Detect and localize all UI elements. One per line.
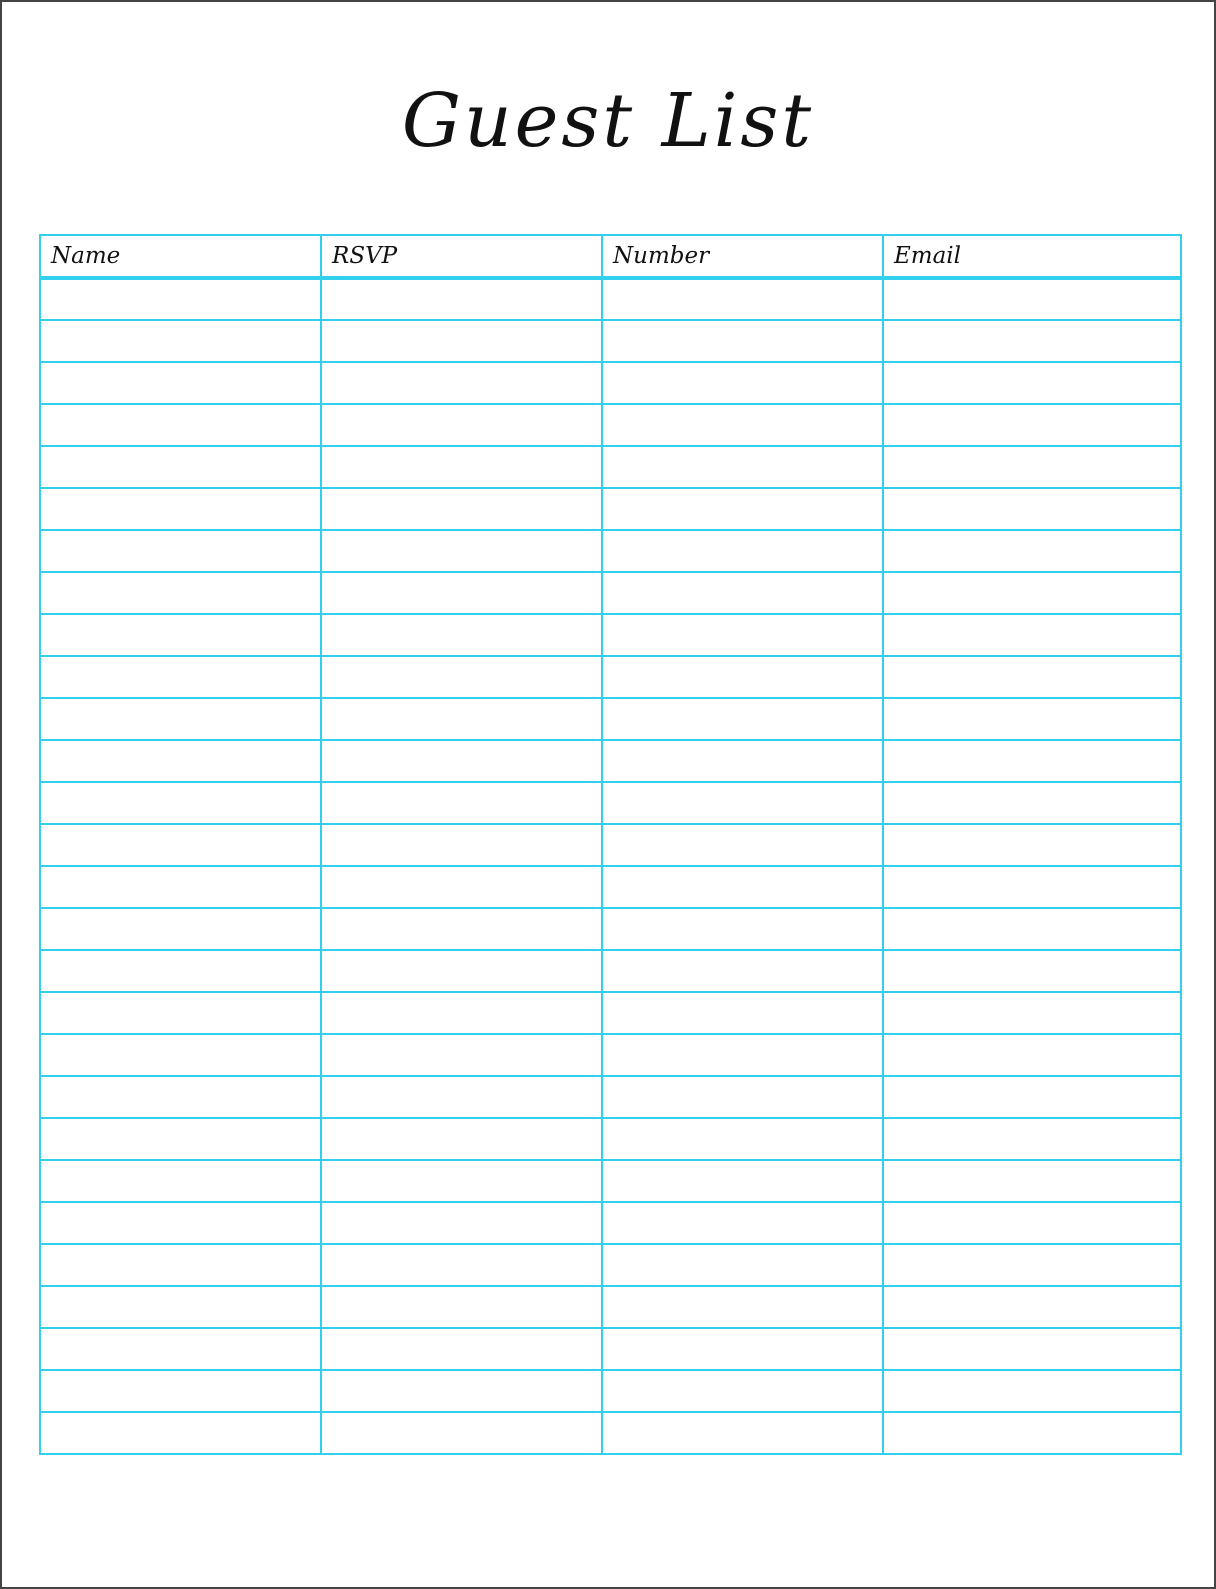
cell-rsvp [321, 320, 602, 362]
cell-name [40, 950, 321, 992]
cell-name [40, 992, 321, 1034]
cell-number [602, 614, 883, 656]
table-row [40, 362, 1181, 404]
cell-number [602, 1244, 883, 1286]
guest-rows [40, 278, 1181, 1454]
table-row [40, 1370, 1181, 1412]
cell-email [883, 1118, 1181, 1160]
cell-email [883, 1286, 1181, 1328]
table-row [40, 698, 1181, 740]
table-row [40, 866, 1181, 908]
cell-number [602, 1034, 883, 1076]
table-row [40, 1286, 1181, 1328]
cell-email [883, 1160, 1181, 1202]
cell-email [883, 362, 1181, 404]
cell-number [602, 488, 883, 530]
cell-email [883, 530, 1181, 572]
cell-email [883, 1412, 1181, 1454]
cell-number [602, 1202, 883, 1244]
cell-rsvp [321, 740, 602, 782]
cell-email [883, 698, 1181, 740]
cell-name [40, 698, 321, 740]
table-row [40, 404, 1181, 446]
cell-name [40, 446, 321, 488]
cell-rsvp [321, 656, 602, 698]
cell-email [883, 908, 1181, 950]
table-row [40, 1076, 1181, 1118]
cell-name [40, 530, 321, 572]
cell-email [883, 1328, 1181, 1370]
cell-rsvp [321, 1328, 602, 1370]
cell-rsvp [321, 1244, 602, 1286]
cell-email [883, 614, 1181, 656]
table-row [40, 656, 1181, 698]
table-row [40, 530, 1181, 572]
cell-rsvp [321, 1370, 602, 1412]
cell-rsvp [321, 950, 602, 992]
cell-number [602, 656, 883, 698]
cell-email [883, 1076, 1181, 1118]
cell-email [883, 824, 1181, 866]
cell-email [883, 278, 1181, 320]
cell-name [40, 1370, 321, 1412]
cell-rsvp [321, 1034, 602, 1076]
table-row [40, 320, 1181, 362]
cell-rsvp [321, 530, 602, 572]
cell-number [602, 1286, 883, 1328]
cell-number [602, 992, 883, 1034]
table-row [40, 1118, 1181, 1160]
cell-number [602, 950, 883, 992]
guest-table [39, 234, 1182, 1455]
cell-name [40, 614, 321, 656]
column-header-email: Email [883, 235, 1181, 278]
cell-email [883, 1034, 1181, 1076]
cell-name [40, 1160, 321, 1202]
cell-number [602, 866, 883, 908]
table-row [40, 1202, 1181, 1244]
table-row [40, 908, 1181, 950]
cell-name [40, 908, 321, 950]
cell-rsvp [321, 1076, 602, 1118]
table-row [40, 782, 1181, 824]
cell-email [883, 656, 1181, 698]
cell-name [40, 782, 321, 824]
cell-name [40, 656, 321, 698]
cell-email [883, 950, 1181, 992]
cell-rsvp [321, 866, 602, 908]
table-row [40, 278, 1181, 320]
cell-rsvp [321, 1202, 602, 1244]
cell-rsvp [321, 614, 602, 656]
column-header-name: Name [40, 235, 321, 278]
cell-email [883, 320, 1181, 362]
cell-rsvp [321, 698, 602, 740]
table-row [40, 1328, 1181, 1370]
table-row [40, 992, 1181, 1034]
cell-name [40, 572, 321, 614]
cell-name [40, 1076, 321, 1118]
cell-number [602, 1370, 883, 1412]
cell-name [40, 1412, 321, 1454]
cell-email [883, 1244, 1181, 1286]
cell-rsvp [321, 1118, 602, 1160]
cell-name [40, 1328, 321, 1370]
cell-email [883, 1202, 1181, 1244]
cell-rsvp [321, 404, 602, 446]
cell-number [602, 320, 883, 362]
cell-email [883, 488, 1181, 530]
cell-number [602, 782, 883, 824]
cell-number [602, 1118, 883, 1160]
cell-name [40, 1034, 321, 1076]
cell-rsvp [321, 572, 602, 614]
column-header-rsvp: RSVP [321, 235, 602, 278]
cell-rsvp [321, 362, 602, 404]
cell-email [883, 446, 1181, 488]
table-row [40, 1244, 1181, 1286]
cell-name [40, 740, 321, 782]
cell-number [602, 1160, 883, 1202]
cell-rsvp [321, 1412, 602, 1454]
cell-name [40, 1118, 321, 1160]
cell-number [602, 1328, 883, 1370]
cell-number [602, 740, 883, 782]
cell-number [602, 572, 883, 614]
cell-number [602, 698, 883, 740]
cell-number [602, 824, 883, 866]
cell-name [40, 1202, 321, 1244]
cell-number [602, 278, 883, 320]
cell-email [883, 992, 1181, 1034]
table-row [40, 740, 1181, 782]
cell-email [883, 1370, 1181, 1412]
cell-rsvp [321, 908, 602, 950]
cell-name [40, 278, 321, 320]
cell-name [40, 320, 321, 362]
cell-email [883, 866, 1181, 908]
table-row [40, 446, 1181, 488]
cell-rsvp [321, 446, 602, 488]
cell-number [602, 1412, 883, 1454]
column-header-number: Number [602, 235, 883, 278]
cell-name [40, 362, 321, 404]
cell-rsvp [321, 782, 602, 824]
cell-email [883, 740, 1181, 782]
cell-rsvp [321, 1160, 602, 1202]
cell-number [602, 908, 883, 950]
cell-number [602, 1076, 883, 1118]
page-title: Guest List [401, 78, 815, 164]
table-row [40, 1412, 1181, 1454]
header-row [40, 235, 1181, 278]
cell-name [40, 866, 321, 908]
table-row [40, 1160, 1181, 1202]
cell-rsvp [321, 992, 602, 1034]
cell-number [602, 446, 883, 488]
table-row [40, 824, 1181, 866]
cell-rsvp [321, 824, 602, 866]
cell-email [883, 404, 1181, 446]
table-row [40, 1034, 1181, 1076]
cell-rsvp [321, 1286, 602, 1328]
cell-rsvp [321, 488, 602, 530]
cell-email [883, 572, 1181, 614]
cell-name [40, 1244, 321, 1286]
cell-name [40, 824, 321, 866]
cell-name [40, 1286, 321, 1328]
table-row [40, 614, 1181, 656]
table-row [40, 950, 1181, 992]
cell-name [40, 404, 321, 446]
table-row [40, 572, 1181, 614]
table-row [40, 488, 1181, 530]
cell-number [602, 362, 883, 404]
cell-number [602, 404, 883, 446]
cell-rsvp [321, 278, 602, 320]
cell-name [40, 488, 321, 530]
cell-number [602, 530, 883, 572]
cell-email [883, 782, 1181, 824]
